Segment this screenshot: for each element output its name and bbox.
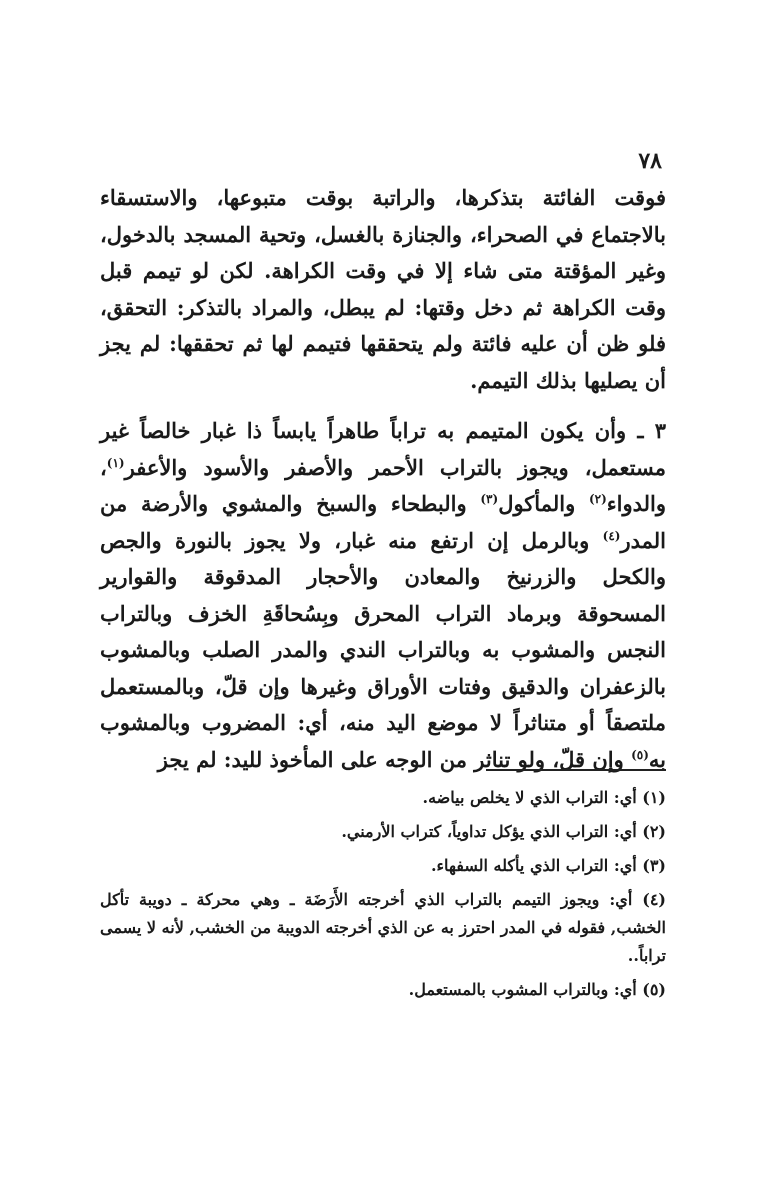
footnote-ref-1[interactable]: (١) xyxy=(106,455,125,470)
paragraph-1: فوقت الفائتة بتذكرها، والراتبة بوقت متبوعها، والاستسقاء بالاجتماع في الصحراء، والجنازة بالغسل، وتحية المسجد بالدخول، وغير المؤقتة متى شاء إلا في وقت الكراهة. لكن لو تيمم قبل وقت الكراهة ثم دخل وقتها: لم يبطل، والمراد بالتذكر: التحقق، فلو ظن أن عليه فائتة ولم يتحققها فتيمم لها ثم تحققها: لم يجز أن يصليها بذلك التيمم. xyxy=(100,185,666,393)
paragraph-2 xyxy=(100,413,666,778)
paragraph-2-part-2: ، والدواء xyxy=(100,454,667,516)
paragraph-2-part-3: والمأكول xyxy=(498,491,589,516)
paragraph-2-part-4: والبطحاء والسبخ والمشوي والأرضة من المدر xyxy=(100,491,666,553)
page-number: ٧٨ xyxy=(638,148,662,174)
footnote-2: (٢) أي: التراب الذي يؤكل تداوياً، كتراب الأرمني. xyxy=(341,822,666,841)
paragraph-2-part-1: ٣ ـ وأن يكون المتيمم به تراباً طاهراً يابساً ذا غبار خالصاً غير مستعمل، ويجوز بالتراب الأحمر والأصفر والأسود والأعفر xyxy=(100,418,666,480)
footnote-5: (٥) أي: وبالتراب المشوب بالمستعمل. xyxy=(408,980,666,999)
footnote-3: (٣) أي: التراب الذي يأكله السفهاء. xyxy=(430,856,666,875)
paragraph-2-part-5: وبالرمل إن ارتفع منه غبار، ولا يجوز بالنورة والجص والكحل والزرنيخ والمعادن والأحجار المدقوقة والقوارير المسحوقة وبرماد التراب المحرق وبِسُحاقَةِ الخزف وبالتراب النجس والمشوب به وبالتراب الندي والمدر الصلب وبالمشوب بالزعفران والدقيق وفتات الأوراق وغيرها وإن قلّ، وبالمستعمل ملتصقاً أو متناثراً لا موضع اليد منه، أي: المضروب وبالمشوب به xyxy=(100,527,666,772)
footnote-ref-4[interactable]: (٤) xyxy=(602,528,621,543)
footnote-4: (٤) أي: ويجوز التيمم بالتراب الذي أخرجته الأَرَضَة ـ وهي محركة ـ دويبة تأكل الخشب, فقوله في المدر احترز به عن الذي أخرجته الدويبة من الخشب, لأنه لا يسمى تراباً.. xyxy=(100,890,666,965)
footnote-1: (١) أي: التراب الذي لا يخلص بياضه. xyxy=(422,788,666,807)
footnote-ref-2[interactable]: (٢) xyxy=(588,492,607,506)
footnotes xyxy=(100,784,666,1010)
main-text xyxy=(100,180,666,792)
footnote-ref-3[interactable]: (٣) xyxy=(480,492,499,506)
footnote-ref-5[interactable]: (٥) xyxy=(631,747,649,762)
footnote-divider xyxy=(486,769,666,771)
paragraph-2-part-6: وإن قلّ، ولو تناثر من الوجه على المأخوذ لليد: لم يجز xyxy=(157,746,632,772)
